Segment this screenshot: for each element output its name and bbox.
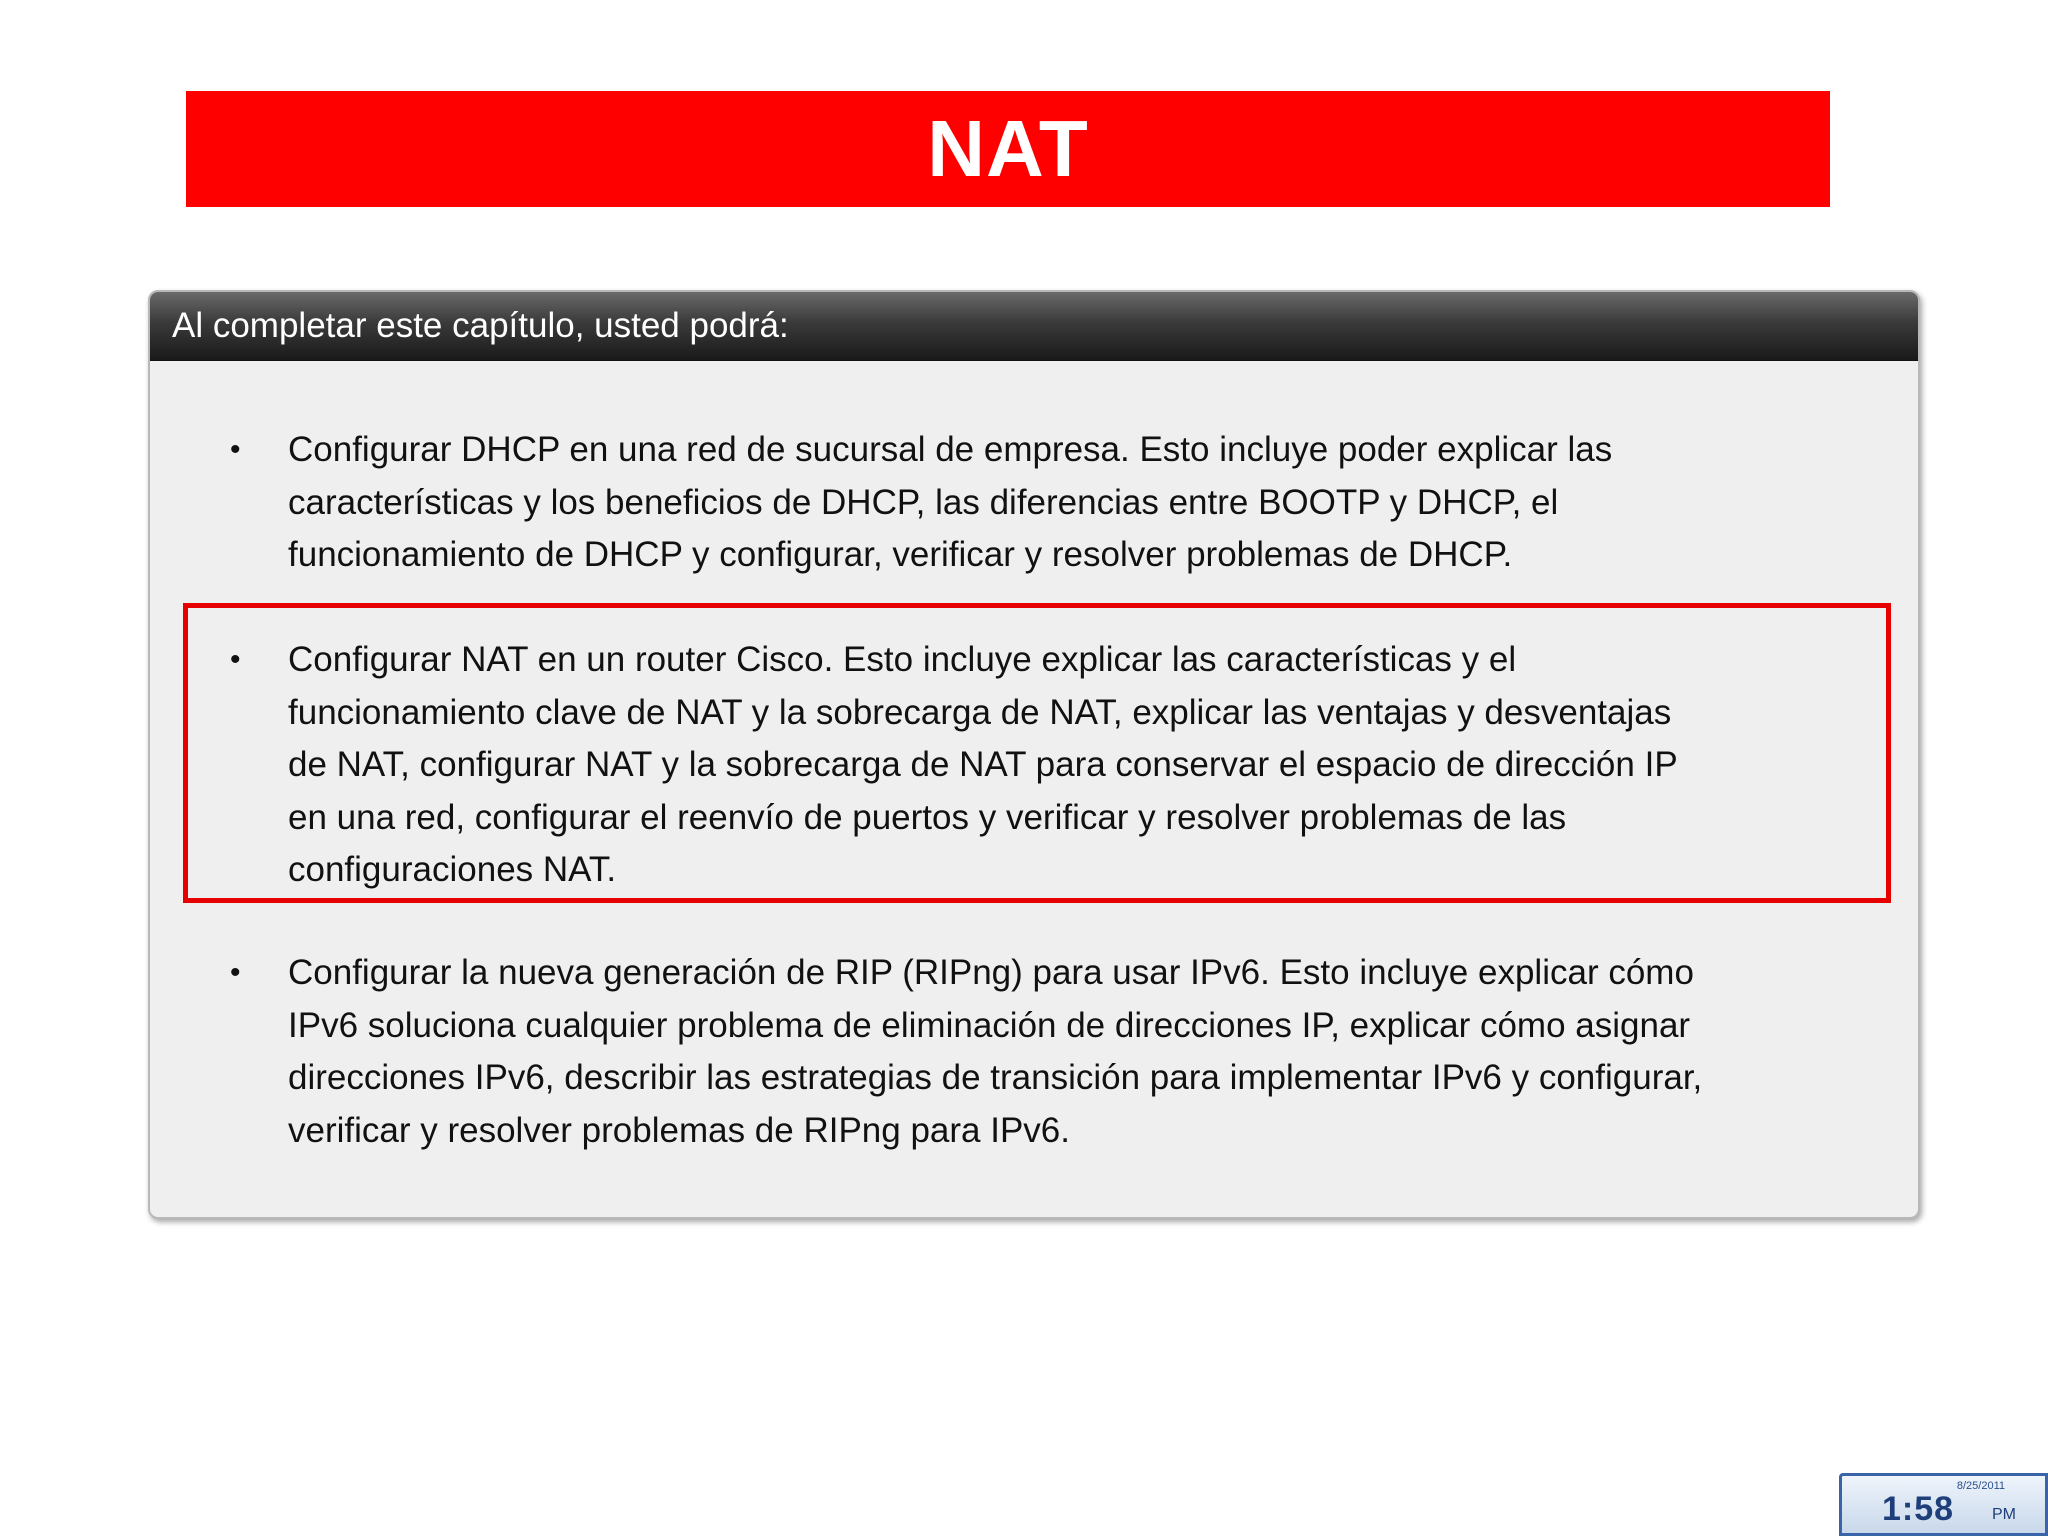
bullet-line: funcionamiento de DHCP y configurar, verificar y resolver problemas de DHCP.: [288, 535, 1513, 574]
bullet-line: en una red, configurar el reenvío de puertos y verificar y resolver problemas de las: [288, 797, 1567, 837]
taskbar-clock[interactable]: [1839, 1473, 2048, 1536]
bullet-line: Configurar DHCP en una red de sucursal de empresa. Esto incluye poder explicar las: [288, 430, 1613, 469]
bullet-line: IPv6 soluciona cualquier problema de eliminación de direcciones IP, explicar cómo asignar: [288, 1005, 1691, 1045]
bullet-dot: •: [230, 433, 241, 466]
bullet-line: características y los beneficios de DHCP, las diferencias entre BOOTP y DHCP, el: [288, 482, 1559, 522]
bullet-line: verificar y resolver problemas de RIPng para IPv6.: [288, 1110, 1070, 1150]
bullet-line: de NAT, configurar NAT y la sobrecarga de NAT para conservar el espacio de dirección IP: [288, 745, 1678, 784]
bullet-line: direcciones IPv6, describir las estrategias de transición para implementar IPv6 y configurar,: [288, 1058, 1703, 1097]
bullet-text: [288, 634, 1920, 897]
bullet-line: Configurar NAT en un router Cisco. Esto incluye explicar las características y el: [288, 640, 1517, 679]
clock-date: 8/25/2011: [1956, 1480, 2005, 1492]
clock-ampm: PM: [1992, 1506, 2016, 1523]
bullet-text: [288, 424, 1920, 582]
bullet-dot: •: [230, 643, 241, 676]
panel-header: Al completar este capítulo, usted podrá:: [150, 292, 1918, 361]
slide-title: NAT: [927, 104, 1089, 193]
bullet-line: funcionamiento clave de NAT y la sobrecarga de NAT, explicar las ventajas y desventajas: [288, 692, 1672, 732]
bullet-line: configuraciones NAT.: [288, 850, 617, 889]
bullet-line: Configurar la nueva generación de RIP (RIPng) para usar IPv6. Esto incluye explicar cómo: [288, 953, 1694, 992]
bullet-dot: •: [230, 956, 241, 989]
title-bar: [186, 91, 1830, 207]
objectives-panel: [148, 290, 1920, 1219]
clock-time: 1:58: [1882, 1490, 1955, 1528]
bullet-text: [288, 947, 1920, 1157]
